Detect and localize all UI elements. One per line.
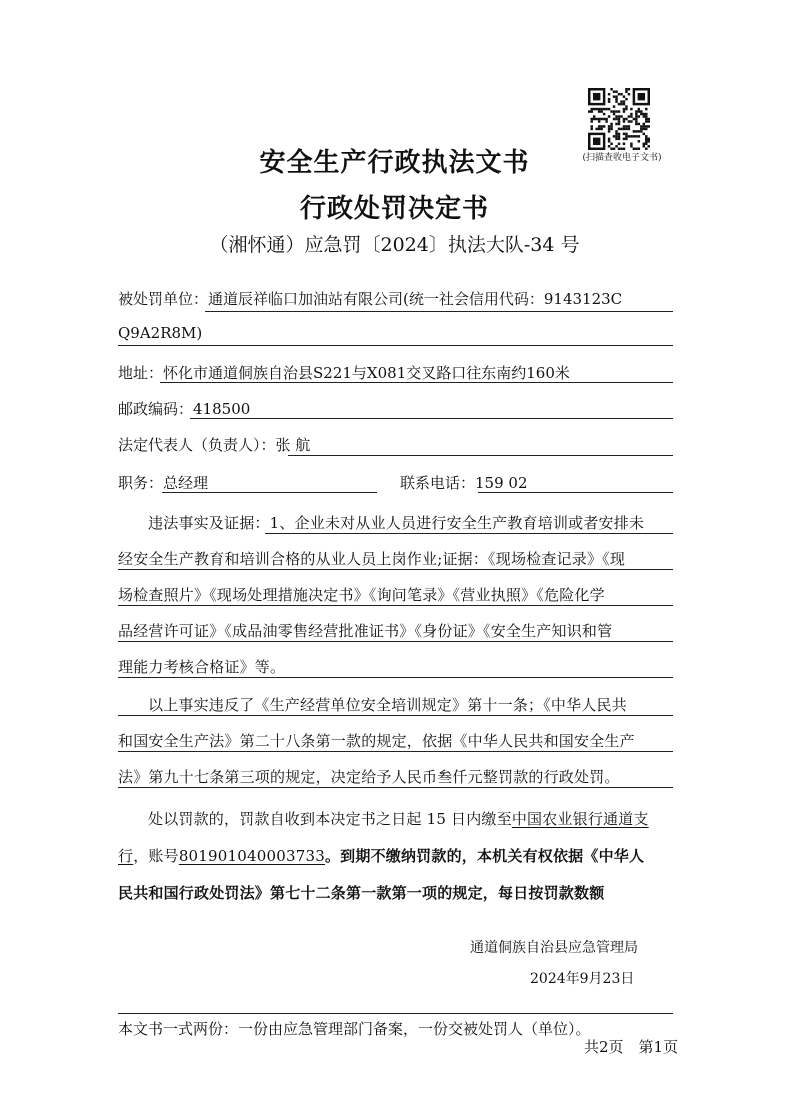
postal-line xyxy=(118,398,250,419)
violation-underline-2 xyxy=(118,751,673,752)
representative-underline xyxy=(288,455,673,456)
qr-caption: (扫描查收电子文书) xyxy=(582,153,662,163)
facts-underline-4 xyxy=(118,641,673,642)
document-title: 行政处罚决定书 xyxy=(299,194,489,224)
unit-line xyxy=(118,288,622,309)
phone-underline xyxy=(478,492,673,493)
facts-line-3: 场检查照片》《现场处理措施决定书》《询问笔录》《营业执照》《危险化学 xyxy=(118,586,605,604)
postal-underline xyxy=(190,418,673,419)
phone-value: 159 02 xyxy=(475,474,528,492)
unit-value: 通道辰祥临口加油站有限公司(统一社会信用代码：9143123C xyxy=(208,290,623,308)
copies-note: 本文书一式两份：一份由应急管理部门备案，一份交被处罚人（单位）。 xyxy=(118,1020,591,1038)
address-value: 怀化市通道侗族自治县S221与X081交叉路口往东南约160米 xyxy=(163,364,570,382)
footer-rule xyxy=(118,1013,673,1014)
address-label: 地址： xyxy=(118,364,164,382)
late-payment-warning: 。到期不缴纳罚款的，本机关有权依据《中华人 xyxy=(324,847,645,865)
bank-name: 中国农业银行通道支 xyxy=(511,810,649,828)
violation-line-2: 和国安全生产法》第二十八条第一款的规定，依据《中华人民共和国安全生产 xyxy=(118,732,635,750)
representative-label: 法定代表人（负责人）： xyxy=(118,436,276,454)
position-line xyxy=(118,472,208,493)
unit-underline xyxy=(205,311,673,312)
violation-underline-1 xyxy=(118,715,673,716)
payment-line-1 xyxy=(148,808,649,829)
facts-line-1: 违法事实及证据：1、企业未对从业人员进行安全生产教育培训或者安排未 xyxy=(148,514,645,532)
representative-value: 张 航 xyxy=(275,436,311,454)
unit-cont-underline xyxy=(118,345,673,346)
issuing-authority: 通道侗族自治县应急管理局 xyxy=(470,940,638,956)
violation-underline-3 xyxy=(118,787,673,788)
page-indicator: 共2页 第1页 xyxy=(584,1038,679,1056)
document-category-title: 安全生产行政执法文书 xyxy=(259,148,530,178)
position-value: 总经理 xyxy=(163,474,209,492)
facts-underline-2 xyxy=(118,569,673,570)
facts-line-2: 经安全生产教育和培训合格的从业人员上岗作业;证据：《现场检查记录》《现 xyxy=(118,550,626,568)
bank-name-end: 行 xyxy=(118,847,134,865)
phone-line xyxy=(400,472,528,493)
document-number: （湘怀通）应急罚〔2024〕执法大队-34 号 xyxy=(209,234,580,256)
postal-label: 邮政编码： xyxy=(118,400,194,418)
qr-code-image xyxy=(588,88,650,150)
unit-label: 被处罚单位： xyxy=(118,290,209,308)
facts-underline-5 xyxy=(118,677,673,678)
account-number: 801901040003733 xyxy=(178,847,325,865)
address-line xyxy=(118,362,570,383)
account-label: ，账号 xyxy=(133,847,179,865)
issue-date: 2024年9月23日 xyxy=(530,971,635,987)
facts-underline-3 xyxy=(118,605,673,606)
position-label: 职务： xyxy=(118,474,164,492)
payment-line-2 xyxy=(118,845,644,866)
representative-line xyxy=(118,434,310,455)
address-underline xyxy=(160,382,673,383)
facts-underline-1 xyxy=(265,533,673,534)
facts-line-4: 品经营许可证》《成品油零售经营批准证书》《身份证》《安全生产知识和管 xyxy=(118,622,613,640)
violation-line-1: 以上事实违反了《生产经营单位安全培训规定》第十一条；《中华人民共 xyxy=(148,696,627,714)
position-underline xyxy=(162,492,377,493)
payment-text-1: 处以罚款的，罚款自收到本决定书之日起 15 日内缴至 xyxy=(148,810,512,828)
postal-value: 418500 xyxy=(193,400,251,418)
violation-line-3: 法》第九十七条第三项的规定，决定给予人民币叁仟元整罚款的行政处罚。 xyxy=(118,768,620,786)
facts-line-5: 理能力考核合格证》等。 xyxy=(118,658,286,676)
payment-line-3: 民共和国行政处罚法》第七十二条第一款第一项的规定，每日按罚款数额 xyxy=(118,884,605,902)
unit-value-continued: Q9A2R8M) xyxy=(118,324,203,342)
phone-label: 联系电话： xyxy=(400,474,476,492)
